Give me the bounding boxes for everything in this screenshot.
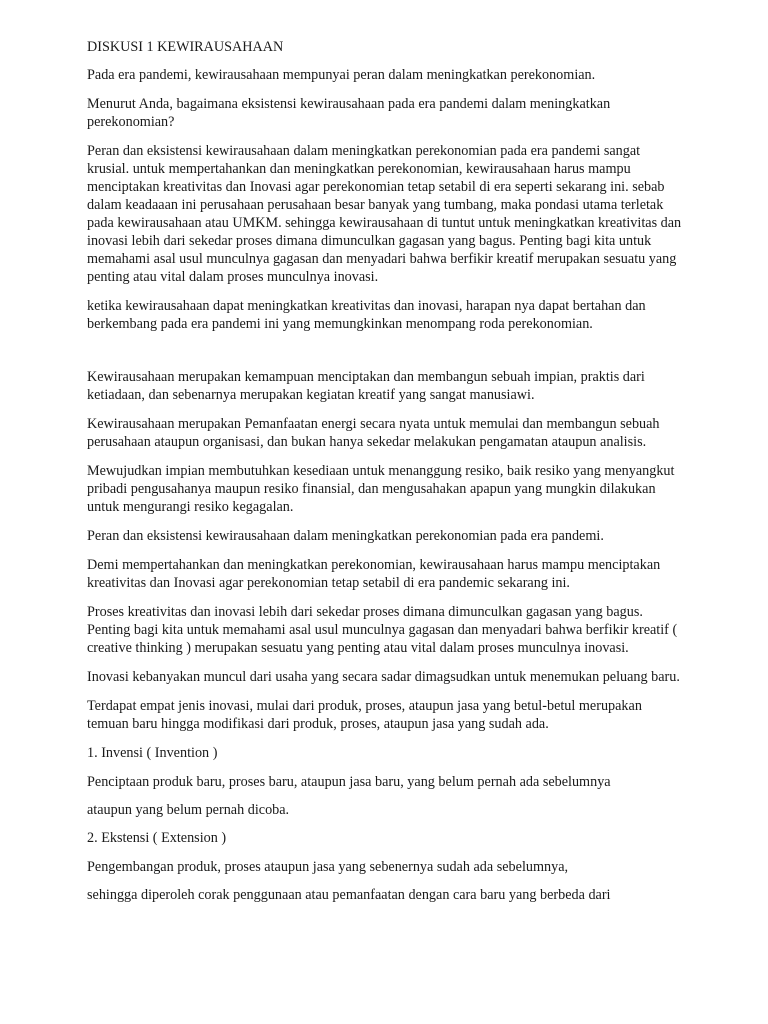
question-paragraph: Menurut Anda, bagaimana eksistensi kewirausahaan pada era pandemi dalam meningkatkan perekonomian? [87, 96, 611, 130]
document-page [87, 38, 683, 914]
list-heading-extension: 2. Ekstensi ( Extension ) [87, 830, 227, 846]
list-heading-invention: 1. Invensi ( Invention ) [87, 745, 218, 761]
body-paragraph: Kewirausahaan merupakan Pemanfaatan energi secara nyata untuk memulai dan membangun sebuah perusahaan ataupun organisasi, dan bukan hanya sekedar melakukan pengamatan ataupun analisis. [87, 416, 660, 450]
section-spacer [87, 344, 683, 368]
body-paragraph: ataupun yang belum pernah dicoba. [87, 802, 290, 818]
answer-conclusion-paragraph: ketika kewirausahaan dapat meningkatkan kreativitas dan inovasi, harapan nya dapat bertahan dan berkembang pada era pandemi ini yang memungkinkan menompang roda perekonomian. [87, 298, 646, 332]
body-paragraph: sehingga diperoleh corak penggunaan atau pemanfaatan dengan cara baru yang berbeda dari [87, 887, 611, 903]
body-paragraph: Pengembangan produk, proses ataupun jasa yang sebenernya sudah ada sebelumnya, [87, 859, 569, 875]
body-paragraph: Demi mempertahankan dan meningkatkan perekonomian, kewirausahaan harus mampu menciptakan kreativitas dan Inovasi agar perekonomian tetap setabil di era pandemic sekarang ini. [87, 557, 661, 591]
body-paragraph: Terdapat empat jenis inovasi, mulai dari produk, proses, ataupun jasa yang betul-betul merupakan temuan baru hingga modifikasi dari produk, proses, ataupun jasa yang sudah ada. [87, 698, 642, 732]
body-paragraph: Penciptaan produk baru, proses baru, ataupun jasa baru, yang belum pernah ada sebelumnya [87, 774, 611, 790]
answer-paragraph: Peran dan eksistensi kewirausahaan dalam meningkatkan perekonomian pada era pandemi sangat krusial. untuk mempertahankan dan meningkatkan perekonomian, kewirausahaan harus mampu menciptakan kreativitas dan Inovasi agar perekonomian tetap setabil di era seperti sekarang ini. sebab dalam keadaaan ini perusahaan perusahaan besar banyak yang tumbang, maka pondasi utama terletak pada kewirausahaan atau UMKM. sehingga kewirausahaan di tuntut untuk meningkatkan kreativitas dan inovasi lebih dari sekedar proses dimana dimunculkan gagasan yang bagus. Penting bagi kita untuk memahami asal usul munculnya gagasan dan menyadari bahwa berfikir kreatif merupakan sesuatu yang penting atau vital dalam proses munculnya inovasi. [87, 143, 682, 285]
body-paragraph: Proses kreativitas dan inovasi lebih dari sekedar proses dimana dimunculkan gagasan yang bagus. Penting bagi kita untuk memahami asal usul munculnya gagasan dan menyadari bahwa berfikir kreatif ( creative thinking ) merupakan sesuatu yang penting atau vital dalam proses munculnya inovasi. [87, 604, 678, 656]
body-paragraph: Mewujudkan impian membutuhkan kesediaan untuk menanggung resiko, baik resiko yang menyangkut pribadi pengusahanya maupun resiko finansial, dan mengusahakan apapun yang mungkin dilakukan untuk mengurangi resiko kegagalan. [87, 463, 675, 515]
document-title: DISKUSI 1 KEWIRAUSAHAAN [87, 39, 284, 55]
body-paragraph: Kewirausahaan merupakan kemampuan menciptakan dan membangun sebuah impian, praktis dari ketiadaan, dan sebenarnya merupakan kegiatan kreatif yang sangat manusiawi. [87, 369, 645, 403]
body-paragraph: Inovasi kebanyakan muncul dari usaha yang secara sadar dimagsudkan untuk menemukan peluang baru. [87, 669, 680, 685]
intro-paragraph: Pada era pandemi, kewirausahaan mempunyai peran dalam meningkatkan perekonomian. [87, 67, 596, 83]
body-paragraph: Peran dan eksistensi kewirausahaan dalam meningkatkan perekonomian pada era pandemi. [87, 528, 604, 544]
